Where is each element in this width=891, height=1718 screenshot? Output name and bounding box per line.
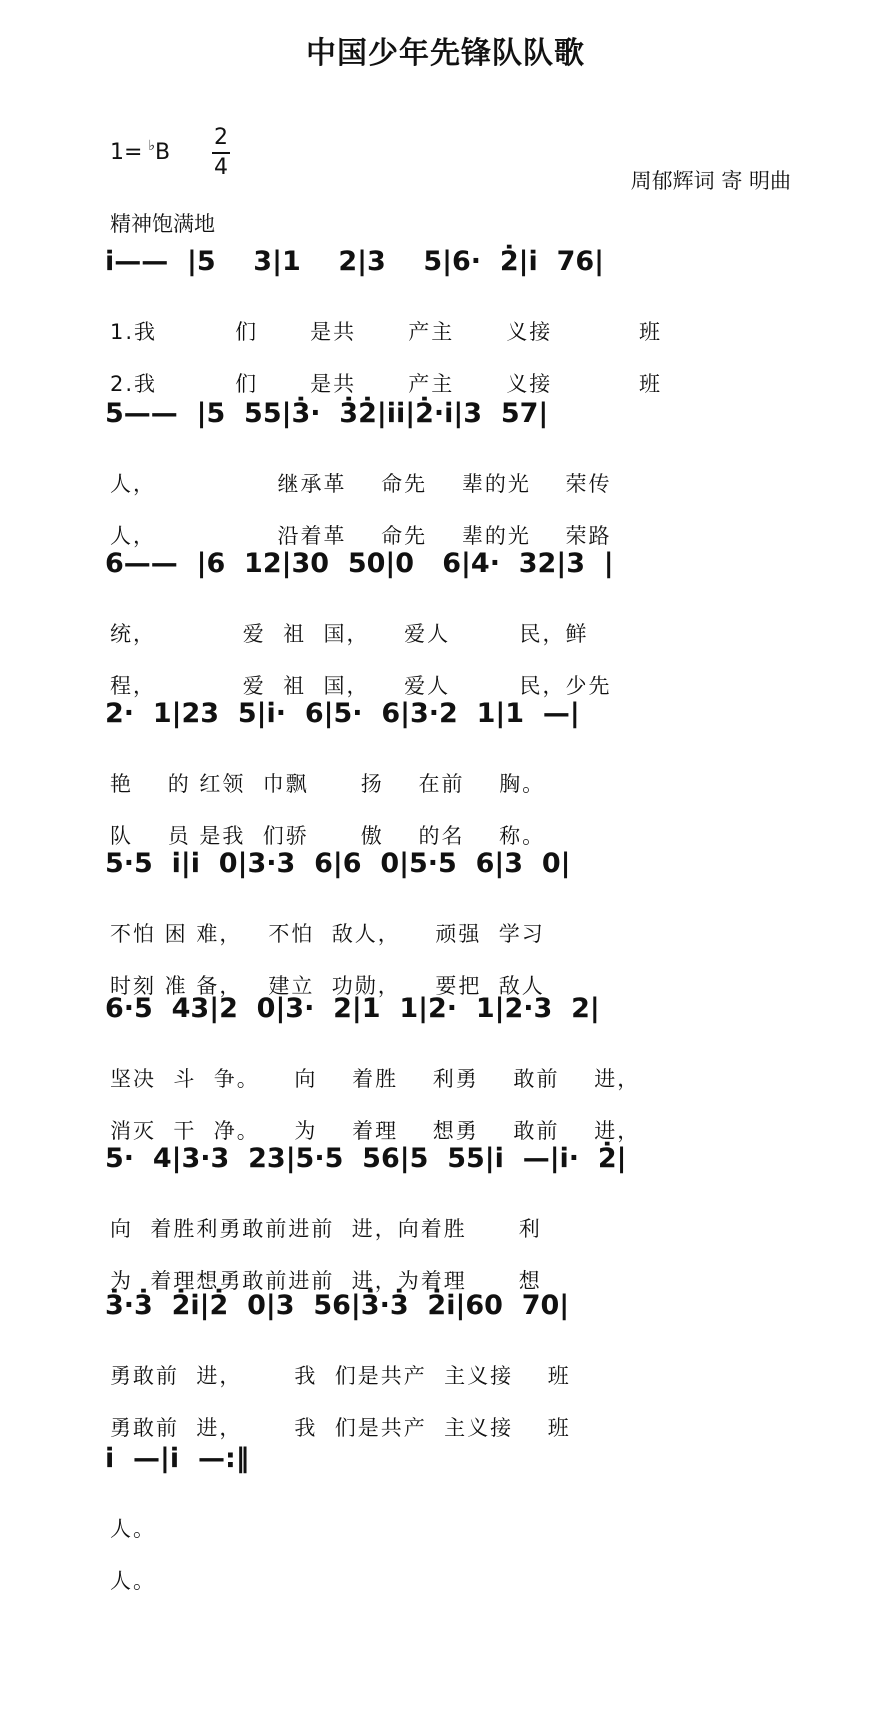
notation-line-9: i̇ —|i̇ —:‖ (105, 1443, 250, 1474)
lyric-verse2-row8: 勇敢前 进， 我 们是共产 主义接 班 (110, 1416, 571, 1440)
notation-line-2: 5—— |5 55|3̇· 3̇2̇|i̇i̇|2̇·i̇|3 57| (105, 398, 549, 429)
time-numerator: 2 (214, 125, 228, 150)
lyric-verse1-row8: 勇敢前 进， 我 们是共产 主义接 班 (110, 1364, 571, 1388)
notation-line-4: 2· 1|23 5|i̇· 6|5· 6|3·2 1|1 —| (105, 698, 580, 729)
lyric-verse1-row9: 人。 (110, 1517, 156, 1541)
lyric-verse1-row5: 不怕 困 难， 不怕 敌人， 顽强 学习 (110, 922, 545, 946)
key-label: 1= (110, 140, 143, 165)
notation-line-8: 3̇·3̇ 2̇i̇|2̇ 0|3 56|3̇·3̇ 2̇i̇|60 70| (105, 1290, 570, 1321)
lyric-verse1-row3: 统， 爱 祖 国， 爱人 民，鲜 (110, 622, 589, 646)
tempo-marking: 精神饱满地 (110, 212, 215, 236)
lyric-verse2-row2: 人， 沿着革 命先 辈的光 荣路 (110, 524, 612, 548)
lyric-verse2-row3: 程， 爱 祖 国， 爱人 民，少先 (110, 674, 612, 698)
lyric-verse2-row1: 2.我 们 是共 产主 义接 班 (110, 372, 663, 396)
notation-line-3: 6—— |6 12|30 50|0 6|4· 32|3 | (105, 548, 614, 579)
lyric-verse1-row1: 1.我 们 是共 产主 义接 班 (110, 320, 663, 344)
lyric-verse1-row4: 艳 的 红领 巾飘 扬 在前 胸。 (110, 772, 546, 796)
key-note: B (155, 140, 171, 165)
time-signature (212, 125, 230, 181)
time-denominator: 4 (214, 155, 228, 180)
key-signature (110, 140, 170, 165)
lyric-verse2-row6: 消灭 干 净。 为 着理 想勇 敢前 进， (110, 1119, 641, 1143)
lyric-verse2-row9: 人。 (110, 1569, 156, 1593)
composer-credit: 周郁辉词 寄 明曲 (630, 169, 791, 193)
lyric-verse2-row5: 时刻 准 备， 建立 功勋， 要把 敌人 (110, 974, 545, 998)
lyric-verse1-row6: 坚决 斗 争。 向 着胜 利勇 敢前 进， (110, 1067, 641, 1091)
song-title: 中国少年先锋队队歌 (306, 36, 585, 71)
lyric-verse2-row4: 队 员 是我 们骄 傲 的名 称。 (110, 824, 546, 848)
notation-line-6: 6·5 43|2 0|3· 2|1 1|2· 1|2·3 2| (105, 993, 600, 1024)
lyric-verse2-row7: 为 着理想勇敢前进前 进，为着理 想 (110, 1269, 542, 1293)
flat-sign: ♭ (148, 138, 156, 154)
notation-line-5: 5·5 i̇|i̇ 0|3·3 6|6 0|5·5 6|3 0| (105, 848, 571, 879)
notation-line-1: i̇—— |5 3|1 2|3 5|6· 2̇|i̇ 76| (105, 246, 604, 277)
notation-line-7: 5· 4|3·3 23|5·5 56|5 55|i̇ —|i̇· 2̇| (105, 1143, 627, 1174)
lyric-verse1-row2: 人， 继承革 命先 辈的光 荣传 (110, 472, 612, 496)
time-fraction-bar (212, 152, 230, 154)
lyric-verse1-row7: 向 着胜利勇敢前进前 进，向着胜 利 (110, 1217, 542, 1241)
